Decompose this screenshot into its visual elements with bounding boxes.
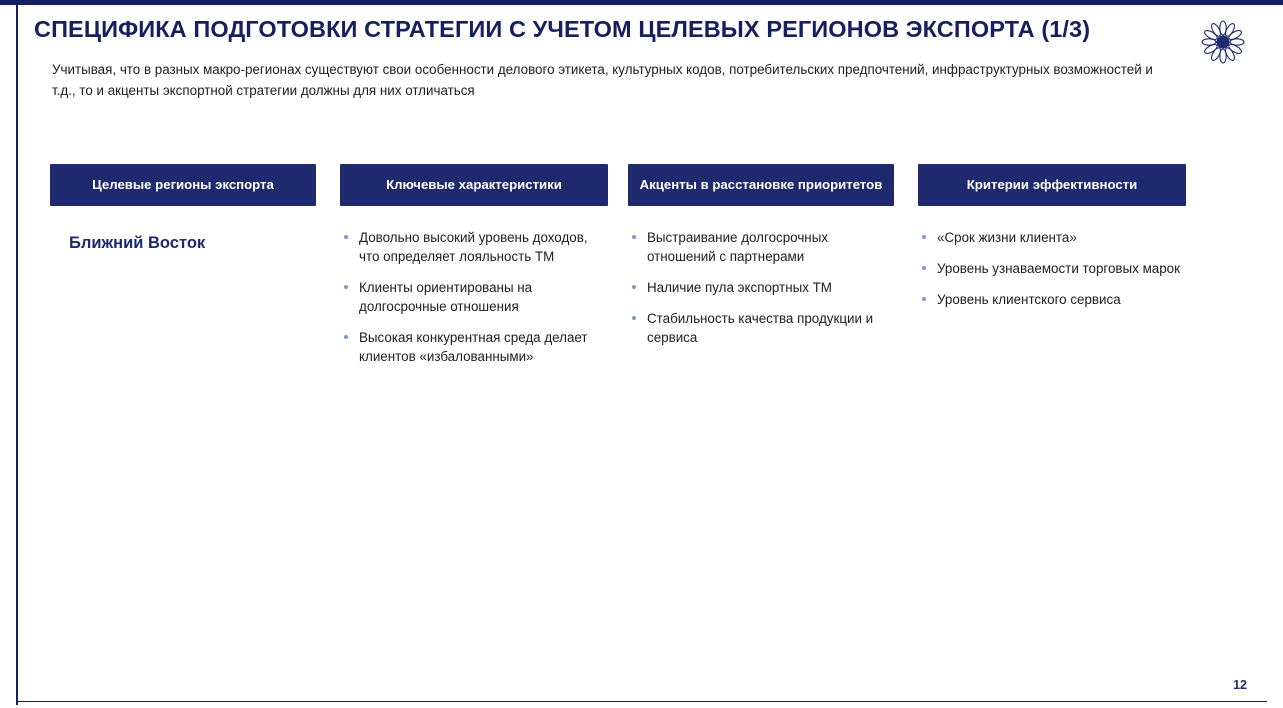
list-item: Довольно высокий уровень доходов, что определяет лояльность ТМ xyxy=(340,228,608,266)
top-band xyxy=(0,0,1283,5)
column-body xyxy=(918,228,1186,309)
column-body xyxy=(340,228,608,366)
list-item: Высокая конкурентная среда делает клиентов «избалованными» xyxy=(340,328,608,366)
list-item: Клиенты ориентированы на долгосрочные отношения xyxy=(340,278,608,316)
column-header: Акценты в расстановке приоритетов xyxy=(628,164,894,206)
column-body xyxy=(628,228,894,347)
region-label: Ближний Восток xyxy=(69,234,206,252)
columns-container xyxy=(50,164,1190,584)
column-body xyxy=(50,234,316,253)
list-item: Выстраивание долгосрочных отношений с партнерами xyxy=(628,228,894,266)
bottom-rule xyxy=(16,701,1267,702)
list-item: Уровень клиентского сервиса xyxy=(918,290,1186,309)
bullet-list xyxy=(340,228,608,366)
bullet-list xyxy=(628,228,894,347)
page-title: СПЕЦИФИКА ПОДГОТОВКИ СТРАТЕГИИ С УЧЕТОМ ЦЕЛЕВЫХ РЕГИОНОВ ЭКСПОРТА (1/3) xyxy=(34,16,1091,42)
column-key-characteristics xyxy=(340,164,608,378)
column-target-regions xyxy=(50,164,316,253)
column-header: Ключевые характеристики xyxy=(340,164,608,206)
list-item: «Срок жизни клиента» xyxy=(918,228,1186,247)
column-header: Критерии эффективности xyxy=(918,164,1186,206)
column-priority-accents xyxy=(628,164,894,359)
list-item: Наличие пула экспортных ТМ xyxy=(628,278,894,297)
bullet-list xyxy=(918,228,1186,309)
list-item: Стабильность качества продукции и сервиса xyxy=(628,309,894,347)
column-effectiveness-criteria xyxy=(918,164,1186,321)
subtitle-text: Учитывая, что в разных макро-регионах существуют свои особенности делового этикета, культурных кодов, потребительских предпочтений, инфраструктурных возможностей и т.д., то и акценты экспортной стратегии должны для них отличаться xyxy=(52,62,1153,98)
page-number: 12 xyxy=(1233,678,1247,692)
left-accent-rule xyxy=(16,5,18,705)
list-item: Уровень узнаваемости торговых марок xyxy=(918,259,1186,278)
column-header: Целевые регионы экспорта xyxy=(50,164,316,206)
flower-emblem-icon xyxy=(1201,20,1245,64)
